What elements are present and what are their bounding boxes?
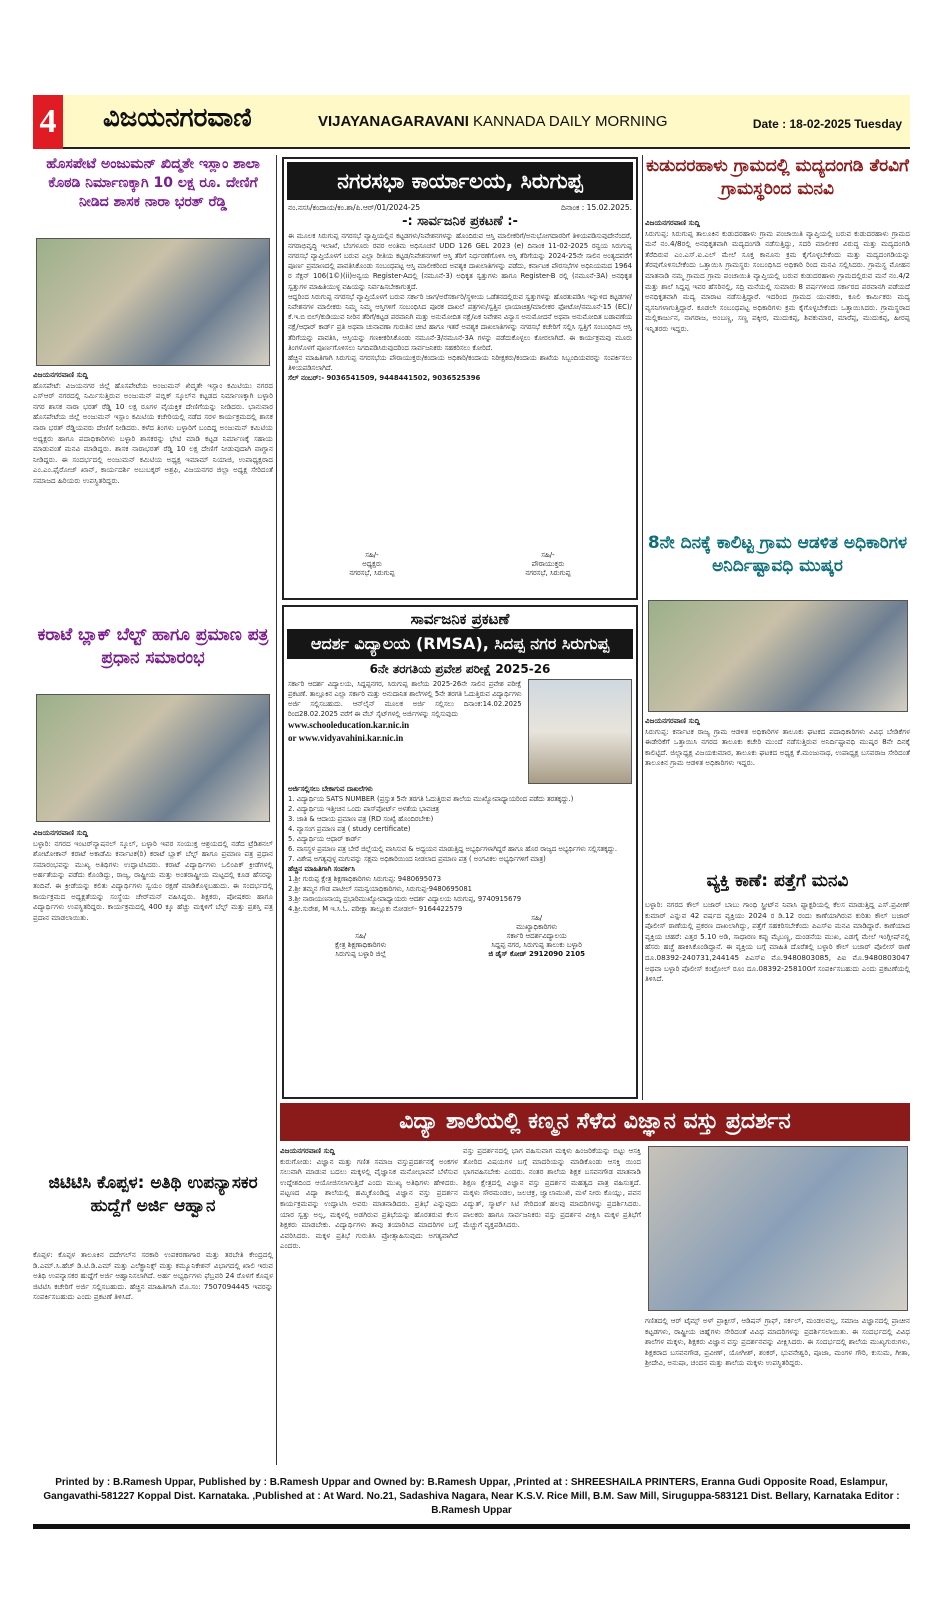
doc-item: 1. ವಿದ್ಯಾರ್ಥಿಯ SATS NUMBER (ಪ್ರಸ್ತುತ 5ನೇ ತರಗತಿ ಓದುತ್ತಿರುವ ಶಾಲೆಯ ಮುಖ್ಯೋಪಾಧ್ಯಾಯರಿಂದ ಪಡೆದು ತರತಕ್ಕದ್ದು.): [288, 795, 574, 804]
article-science-col2: ವಸ್ತು ಪ್ರದರ್ಶನದಲ್ಲಿ ಭಾಗ ವಹಿಸುವಾಗ ಮಕ್ಕಳು ಹಿಂಜರಿಕೆಯನ್ನು ಬಿಟ್ಟು ಆಸಕ್ತಿ ತೋರಿದ ವಿಷಯಗಳ ಬಗ್ಗೆ ಮಾದರಿಯನ್ನು ಮಾಡಿಕೊಂಡು ಆಸಕ್ತಿ ಯಿಂದ ಭಾಗವಹಿಸಬೇಕು ಎಂದರು. ನಂತರ ಶಾಲೆಯ ಶಿಕ್ಷಕ ಬಸವನಗೌಡ ಮಾತನಾಡಿ ಶಿಕ್ಷಣ ಕ್ಷೇತ್ರದಲ್ಲಿ ವಿಜ್ಞಾನ ವಸ್ತು ಪ್ರದರ್ಶನ ಮಹತ್ವದ ಪಾತ್ರ ವಹಿಸುತ್ತದೆ. ಮಕ್ಕಳು ಸೌರಮಂಡಲ, ಜಲಚಕ್ರ, ಜ್ವಾಲಾಮುಖಿ, ಮಳೆ ನೀರು ಕೊಯ್ಲು, ಪವನ ವಿದ್ಯುತ್, ಸ್ಮಾರ್ಟ್ ಸಿಟಿ ಸೇರಿದಂತೆ ಹಲವು ಮಾದರಿಗಳನ್ನು ಪ್ರದರ್ಶಿಸಿದರು. ಪಾಲಕರು ಹಾಗೂ ಸಾರ್ವಜನಿಕರು ವಸ್ತು ಪ್ರದರ್ಶನ ವೀಕ್ಷಿಸಿ ಮಕ್ಕಳ ಪ್ರತಿಭೆಗೆ ಮೆಚ್ಚುಗೆ ವ್ಯಕ್ತಪಡಿಸಿದರು.: [463, 1146, 641, 1230]
article-science-col3: ಗಣಿತದಲ್ಲಿ ಆರ್ ಟೈಮ್ಸ್ ಅಳ್ ಪ್ರಾಕ್ಟೀಸ್, ಆಡಿಷನ್ ಗ್ರಾಫ್, ಸರ್ಕಲ್, ಮಂಡಲವಲ್ಲ, ಸಮಾಜ ವಿಜ್ಞಾನದಲ್ಲಿ ಪ್ರಾಚೀನ ಕಟ್ಟಡಗಳು, ರಾಷ್ಟ್ರೀಯ ಚಿಹ್ನೆಗಳು ಸೇರಿದಂತೆ ವಿವಿಧ ಮಾದರಿಗಳನ್ನು ಪ್ರದರ್ಶಿಸಲಾಯಿತು. ಈ ಸಂದರ್ಭದಲ್ಲಿ ವಿವಿಧ ಶಾಲೆಗಳ ಮಕ್ಕಳು, ಶಿಕ್ಷಕರು ವಿಜ್ಞಾನ ವಸ್ತು ಪ್ರದರ್ಶನವನ್ನು ವೀಕ್ಷಿಸಿದರು. ಈ ಸಂದರ್ಭದಲ್ಲಿ ಶಾಲೆಯ ಮುಖ್ಯಗುರುಗಳು, ಶಿಕ್ಷಕರಾದ ಬಸವನಗೌಡ, ಪ್ರವೀಣ್, ಯೋಗೀಶ್, ಶಂಕರ್, ಭುವನೇಶ್ವರಿ, ಪೂಜಾ, ಮಂಗಳ ಗೌರಿ, ಕುಸುಮ, ಗೀತಾ, ಶ್ರೀದೇವಿ, ಅನುಷಾ, ಚಂದನ ಮತ್ತು ಶಾಲೆಯ ಮಕ್ಕಳು ಉಪಸ್ಥಿತರಿದ್ದರು.: [645, 1316, 910, 1368]
article-liquor-shop: [645, 218, 910, 528]
byline: ವಿಜಯನಗರವಾಣಿ ಸುದ್ದಿ: [33, 828, 88, 837]
headline-liquor-shop: ಕುಡುದರಹಾಳು ಗ್ರಾಮದಲ್ಲಿ ಮದ್ಯದಂಗಡಿ ತೆರವಿಗೆ ಗ್ರಾಮಸ್ಥರಿಂದ ಮನವಿ: [646, 156, 909, 199]
doc-item: 6. ವಾಸಸ್ಥಳ ಪ್ರಮಾಣ ಪತ್ರ ಬೇರೆ ಜಿಲ್ಲೆಯಲ್ಲಿ ವಾಸಿಸುವ & ಅಧ್ಯಯನ ಮಾಡುತ್ತಿದ್ದ ಅಭ್ಯರ್ಥಿಗಳಾಗಿದ್ದರೆ ಹಾಗೂ ಹೊರ ರಾಜ್ಯದ ಅಭ್ಯರ್ಥಿಗಳು ಸಲ್ಲಿಸತಕ್ಕದ್ದು.: [288, 845, 618, 854]
masthead: [33, 95, 910, 149]
article-anjuman-donation: [33, 370, 273, 620]
sign: ಸಿರುಗುಪ್ಪ ಬಳ್ಳಾರಿ ಜಿಲ್ಲೆ: [335, 950, 386, 959]
byline: ವಿಜಯನಗರವಾಣಿ ಸುದ್ದಿ: [645, 218, 700, 227]
doc-item: 5. ವಿದ್ಯಾರ್ಥಿಯ ಆಧಾರ್ ಕಾರ್ಡ್: [288, 835, 361, 844]
article-body: ಹೊಸಪೇಟೆ: ವಿಜಯನಗರ ಜಿಲ್ಲೆ ಹೊಸಪೇಟೆಯ ಅಂಜುಮನ್ ಖಿದ್ಮತೇ ಇಸ್ಲಾಂ ಕಮಿಟಿಯು ನಗರದ ಎಸ್‌ಆರ್ ನಗರದಲ್ಲಿ ನಿರ್ಮಿಸುತ್ತಿರುವ ಅಂಜುಮನ್ ಪಬ್ಲಿಕ್ ಸ್ಕೂಲ್‌ನ ಕಟ್ಟಡದ ನಿರ್ಮಾಣಕ್ಕಾಗಿ ಬಳ್ಳಾರಿ ನಗರ ಶಾಸಕ ನಾರಾ ಭರತ್ ರೆಡ್ಡಿ 10 ಲಕ್ಷ ರೂಗಳ ವೈಯಕ್ತಿಕ ದೇಣಿಗೆಯನ್ನು ನೀಡಿದರು. ಭಾನುವಾರ ಹೊಸಪೇಟೆಯ ಜಿಲ್ಲೆ ಅಂಜುಮನ್ ಇಸ್ಲಾಂ ಕಮಿಟಿಯ ಕಚೇರಿಯಲ್ಲಿ ನಡೆದ ಸರಳ ಕಾರ್ಯಕ್ರಮದಲ್ಲಿ ಶಾಸಕ ನಾರಾ ಭರತ್ ರೆಡ್ಡಿಯವರು ದೇಣಿಗೆ ನೀಡಿದರು. ಕಳೆದ ತಿಂಗಳು ಬಳ್ಳಾರಿಗೆ ಬಂದಿದ್ದ ಅಂಜುಮನ್ ಕಮಿಟಿಯ ಅಧ್ಯಕ್ಷರು ಹಾಗೂ ಪದಾಧಿಕಾರಿಗಳು ಬಳ್ಳಾರಿ ಶಾಸಕರನ್ನು ಭೇಟಿ ಮಾಡಿ ಕಟ್ಟಡ ನಿರ್ಮಾಣಕ್ಕೆ ಸಹಾಯ ಮಾಡುವಂತೆ ಮನವಿ ಮಾಡಿದ್ದರು. ಶಾಸಕ ನಾರಾಭರತ್ ರೆಡ್ಡಿ 10 ಲಕ್ಷ ದೇಣಿಗೆ ನೀಡುವುದಾಗಿ ವಾಗ್ದಾನ ನೀಡಿದ್ದರು. ಈ ಸಂದರ್ಭದಲ್ಲಿ ಅಂಜುಮನ್ ಕಮಿಟಿಯ ಅಧ್ಯಕ್ಷ ಇಮಾಮ್ ನಿಯಾಜಿ, ಉಪಾಧ್ಯಕ್ಷರಾದ ಎಂ.ಎಂ.ಫೈರೋಜ್ ಖಾನ್, ಕಾರ್ಯದರ್ಶಿ ಅಬುಬಕ್ಕರ್ ಅಶ್ರಫಿ, ವಿಜಯನಗರ ಜಿಲ್ಲಾ ಅಧ್ಯಕ್ಷ ಸೇರಿದಂತೆ ಸಮಾಜದ ಹಿರಿಯರು ಉಪಸ್ಥಿತರಿದ್ದರು.: [33, 380, 273, 485]
notice-rmsa: [282, 605, 638, 1099]
contact-item: 4.ಶ್ರೀ.ಸುರೇಶ, M ಇ.ಸಿ.ಓ. ಪರೀಕ್ಷಾ ತಾಲ್ಲೂಕು ನೋಡಲ್- 9164422579: [288, 905, 463, 914]
contact-item: 1.ಶ್ರೀ ಗುರುಪ್ಪ ಕ್ಷೇತ್ರ ಶಿಕ್ಷಣಾಧಿಕಾರಿಗಳು ಸಿರುಗುಪ್ಪ: 9480695073: [288, 875, 442, 884]
notice-signatures: [284, 551, 636, 578]
sign: ಮುಖ್ಯಾಧಿಕಾರಿಗಳು: [516, 923, 558, 932]
doc-item: 4. ವ್ಯಾಸಂಗ ಪ್ರಮಾಣ ಪತ್ರ ( study certificate): [288, 825, 411, 834]
paper-title-english: [318, 113, 668, 130]
page-number: 4: [33, 95, 63, 149]
photo-science-exhibition: [648, 1146, 908, 1311]
sign: ಪೌರಾಯುಕ್ತರು: [531, 559, 565, 568]
contact-item: 2.ಶ್ರೀ ತಮ್ಮನ ಗೌಡ ಪಾಟೀಲ್ ಸಮನ್ವಯಾಧಿಕಾರಿಗಳು, ಸಿರುಗುಪ್ಪ-9480695081: [288, 885, 472, 894]
sign: ಸಹಿ/: [355, 932, 367, 941]
article-science-col1: [280, 1146, 458, 1461]
byline: ವಿಜಯನಗರವಾಣಿ ಸುದ್ದಿ: [280, 1146, 335, 1155]
notice-title: ನಗರಸಭಾ ಕಾರ್ಯಾಲಯ, ಸಿರುಗುಪ್ಪ: [287, 162, 633, 200]
doc-item: 2. ವಿದ್ಯಾರ್ಥಿಯ ಇತ್ತೀಚಿನ ಒಂದು ಪಾಸ್‌ಪೋರ್ಟ್ ಅಳತೆಯ ಭಾವಚಿತ್ರ: [288, 805, 440, 814]
notice-date: ದಿನಾಂಕ : 15.02.2025.: [561, 203, 632, 212]
notice-intro: ಸರ್ಕಾರಿ ಆದರ್ಶ ವಿದ್ಯಾಲಯ, ಸಿದ್ದಪ್ಪನಗರ, ಸಿರುಗುಪ್ಪ ಶಾಲೆಯ 2025-26ನೇ ಸಾಲಿನ ಪ್ರವೇಶ ಪರೀಕ್ಷೆ ಪ್ರಕಟಣೆ. ತಾಲ್ಲೂಕಿನ ಎಲ್ಲಾ ಸರ್ಕಾರಿ ಮತ್ತು ಅನುದಾನಿತ ಶಾಲೆಗಳಲ್ಲಿ 5ನೇ ತರಗತಿ ಓದುತ್ತಿರುವ ವಿದ್ಯಾರ್ಥಿಗಳು ಅರ್ಜಿ ಸಲ್ಲಿಸಬಹುದು. ಆನ್‌ಲೈನ್ ಮೂಲಕ ಅರ್ಜಿ ಸಲ್ಲಿಸಲು ದಿನಾಂಕ:14.02.2025 ರಿಂದ28.02.2025 ವರೆಗೆ ಈ ವೆಬ್ ಸೈಟ್‌ಗಳಲ್ಲಿ ಅರ್ಜಿಗಳನ್ನು ಸಲ್ಲಿಸುವುದು: [288, 680, 522, 719]
notice-signatures: [284, 914, 636, 959]
notice-ref: ನಂ.ನಸಸಿ/ಕಂದಾಯ/ಕಂ.ಶಾ/ಪಿ.ಆರ್/01/2024-25: [288, 203, 421, 212]
notice-para: ಹೆಚ್ಚಿನ ಮಾಹಿತಿಗಾಗಿ ಸಿರುಗುಪ್ಪ ನಗರಸಭೆಯ ಪೌರಾಯುಕ್ತರು/ಕಂದಾಯ ಅಧಿಕಾರಿ/ಕಂದಾಯ ನಿರೀಕ್ಷಕರು/ಕಂದಾಯ ಶಾಖೆಯ ಸಿಬ್ಬಂದಿಯವರನ್ನು ಸಂಪರ್ಕಿಸಲು ತಿಳಿಯಪಡಿಸಲಾಗಿದೆ.: [288, 353, 632, 373]
contact-title: ಹೆಚ್ಚಿನ ಮಾಹಿತಿಗಾಗಿ ಸಂಪರ್ಕಿಸಿ: [288, 865, 355, 874]
headline-science-exhibition: ವಿದ್ಯಾ ಶಾಲೆಯಲ್ಲಿ ಕಣ್ಮನ ಸೆಳೆದ ವಿಜ್ಞಾನ ವಸ್ತು ಪ್ರದರ್ಶನ: [280, 1103, 910, 1141]
notice-nagarasabha: [282, 157, 638, 600]
photo-karate-ceremony: [36, 694, 270, 822]
notice-kicker: ಸಾರ್ವಜನಿಕ ಪ್ರಕಟಣೆ: [410, 610, 510, 628]
sign: ಕ್ಷೇತ್ರ ಶಿಕ್ಷಣಾಧಿಕಾರಿಗಳು: [335, 941, 387, 950]
sign: ಸಹಿ/: [531, 914, 543, 923]
doc-item: 3. ಜಾತಿ & ಆದಾಯ ಪ್ರಮಾಣ ಪತ್ರ (RD ಸಂಖ್ಯೆ ಹೊಂದಿರಬೇಕು): [288, 815, 434, 824]
column-divider: [642, 155, 643, 1100]
article-body: ಸಿರುಗುಪ್ಪ: ಸಿರುಗುಪ್ಪ ತಾಲೂಕಿನ ಕುಡುದರಹಾಳು ಗ್ರಾಮ ಪಂಚಾಯಿತಿ ವ್ಯಾಪ್ತಿಯಲ್ಲಿ ಬರುವ ಕುಡುದರಹಾಳು ಗ್ರಾಮದ ಮನೆ ನಂ.4/8ರಲ್ಲಿ ಅನಧಿಕೃತವಾಗಿ ಮದ್ಯದಂಗಡಿ ನಡೆಸುತ್ತಿದ್ದು, ಸದರಿ ಮಾಲೀಕರ ವಿರುದ್ಧ ಮತ್ತು ಮದ್ಯದಂಗಡಿ ತೆರೆದಿರುವ ಎಂ.ಎಸ್.ಐ.ಎಲ್ ಮೇಲೆ ಸೂಕ್ತ ಕಾನೂನು ಕ್ರಮ ಕೈಗೊಳ್ಳಬೇಕೆಂದು ಮತ್ತು ಮದ್ಯದಂಗಡಿಯನ್ನು ತೆರವುಗೊಳಿಸಬೇಕೆಂದು ಒತ್ತಾಯಿಸಿ ಗ್ರಾಮಸ್ಥರು ಸಂಬಂಧಿಸಿದ ಅಧಿಕಾರಿ ರಿಂದ ಮನವಿ ಸಲ್ಲಿಸಿದರು. ಗ್ರಾಮಸ್ಥ ಮೋಹನ ಮಾತನಾಡಿ ನಮ್ಮ ಗ್ರಾಮದ ಗ್ರಾಮ ಪಂಚಾಯಿತಿ ವ್ಯಾಪ್ತಿಯಲ್ಲಿ ಬರುವ ಕುಡುದರಹಾಳು ಗ್ರಾಮದಲ್ಲಿರುವ ಮನೆ ನಂ.4/2 ಮತ್ತು ಶಾಲೆ ಸಿದ್ದಪ್ಪ ಇವರ ಹೆಸರಿನಲ್ಲಿ, ಸದ್ರಿ ಮನೆಯಲ್ಲಿ ಸುಮಾರು 8 ವರ್ಷಗಳಿಂದ ಸರ್ಕಾರದ ಪರವಾನಗಿ ಪಡೆಯದೆ ಅನಧಿಕೃತವಾಗಿ ಮದ್ಯ ಮಾರಾಟ ನಡೆಸುತ್ತಿದ್ದಾರೆ. ಇದರಿಂದ ಗ್ರಾಮದ ಯುವಕರು, ಕೂಲಿ ಕಾರ್ಮಿಕರು ಮದ್ಯ ವ್ಯಸನಿಗಳಾಗುತ್ತಿದ್ದಾರೆ. ಕೂಡಲೇ ಸಂಬಂಧಪಟ್ಟ ಅಧಿಕಾರಿಗಳು ಕ್ರಮ ಕೈಗೊಳ್ಳಬೇಕೆಂದು ಒತ್ತಾಯಿಸಿದರು. ಗ್ರಾಮಸ್ಥರಾದ ಮಲ್ಲಿಕಾರ್ಜುನ, ನಾಗರಾಜ, ಅಂಬಣ್ಣ, ಸಣ್ಣ ಪಕ್ಕೀರ, ಮುದುಕಪ್ಪ, ಶಿವಕುಮಾರ, ಮಾರೆಪ್ಪ, ಮುದುಕಪ್ಪ, ಹೀರಪ್ಪ ಇನ್ನಿತರರು ಇದ್ದರು.: [645, 228, 910, 333]
paper-tagline: KANNADA DAILY MORNING: [468, 113, 668, 130]
contact-item: 3.ಶ್ರೀ ನಾರಾಯಣನಾಯ್ಕ ಪ್ರಭಾರಿಮುಖ್ಯೋಪಾಧ್ಯಾಯರು ಆದರ್ಶ ವಿದ್ಯಾಲಯ ಸಿರುಗುಪ್ಪ, 9740915679: [288, 895, 522, 904]
headline-strike: 8ನೇ ದಿನಕ್ಕೆ ಕಾಲಿಟ್ಟ ಗ್ರಾಮ ಆಡಳಿತ ಅಧಿಕಾರಿಗಳ ಅನಿರ್ದಿಷ್ಟಾವಧಿ ಮುಷ್ಕರ: [647, 533, 908, 576]
website-link[interactable]: www.schooleducation.kar.nic.in: [288, 720, 410, 731]
notice-subtitle: 6ನೇ ತರಗತಿಯ ಪ್ರವೇಶ ಪರೀಕ್ಷೆ 2025-26: [369, 662, 551, 677]
sign: ನಗರಸಭೆ, ಸಿರುಗುಪ್ಪ: [349, 568, 395, 577]
notice-para: ಈ ಮೂಲಕ ಸಿರುಗುಪ್ಪ ನಗರಸಭೆ ವ್ಯಾಪ್ತಿಯಲ್ಲಿನ ಕಟ್ಟಡಗಳು/ನಿವೇಶನಗಳನ್ನು ಹೊಂದಿರುವ ಆಸ್ತಿ ಮಾಲೀಕರಿಗೆ/ಅನುಭೋಗದಾರರಿಗೆ ತಿಳಿಯಪಡಿಸುವುದೇನೆಂದರೆ, ನಗರಾಭಿವೃದ್ಧಿ ಇಲಾಖೆ, ಬೆಂಗಳೂರು ರವರ ಅಂತಿಮ ಅಧಿಸೂಚನೆ UDD 126 GEL 2023 (e) ದಿನಾಂಕ 11-02-2025 ರನ್ವಯ ಸಿರುಗುಪ್ಪ ನಗರಸಭೆ ವ್ಯಾಪ್ತಿಯೊಳಗೆ ಬರುವ ಎಲ್ಲಾ ರೀತಿಯ ಕಟ್ಟಡ/ನಿವೇಶನಗಳಿಗೆ ಆಸ್ತಿ ತೆರಿಗೆ ನಿರ್ಧರಣೆಗೊಳಿಸಿ ಆಸ್ತಿ ತೆರಿಗೆಯನ್ನು 2024-25ನೇ ಸಾಲಿನ ಅಂತ್ಯದವರೆಗೆ ಪೂರ್ಣ ಪ್ರಮಾಣದಲ್ಲಿ ಪಾವತಿಸಿಕೊಂಡು ಸಂಬಂಧಪಟ್ಟ ಆಸ್ತಿ ಮಾಲೀಕರಿಂದ ಅವಶ್ಯಕ ದಾಖಲಾತಿಗಳನ್ನು ಪಡೆದು, ಕರ್ನಾಟಕ ಪೌರಸಭೆಗಳ ಅಧಿನಿಯಮದ 1964 ರ ಸೆಕ್ಷನ್ 106(1©)(ii)ಅನ್ವಯ Register-Aದಲ್ಲಿ (ನಮೂನೆ-3) ಅಧಿಕೃತ ಸ್ವತ್ತುಗಳು ಹಾಗೂ Register-B ರಲ್ಲಿ (ನಮೂನೆ-3A) ಅನಧಿಕೃತ ಸ್ವತ್ತುಗಳ ಮಾಹಿತಿಯುಳ್ಳ ವಹಿಯನ್ನು ನಿರ್ವಹಿಸಬೇಕಾಗುತ್ತದೆ.: [288, 231, 632, 291]
notice-ref-row: [284, 203, 636, 213]
article-body: ಸಿರುಗುಪ್ಪ: ಕರ್ನಾಟಕ ರಾಜ್ಯ ಗ್ರಾಮ ಆಡಳಿತ ಅಧಿಕಾರಿಗಳ ತಾಲೂಕು ಘಟಕದ ಪದಾಧಿಕಾರಿಗಳು ವಿವಿಧ ಬೇಡಿಕೆಗಳ ಈಡೇರಿಕೆಗೆ ಒತ್ತಾಯಿಸಿ ನಗರದ ತಾಲೂಕು ಕಚೇರಿ ಮುಂದೆ ನಡೆಸುತ್ತಿರುವ ಅನಿರ್ದಿಷ್ಟಾವಧಿ ಮುಷ್ಕರ 8ನೇ ದಿನಕ್ಕೆ ಕಾಲಿಟ್ಟಿದೆ. ಜಿಲ್ಲಾಧ್ಯಕ್ಷ ವಿಜಯಕುಮಾರ, ತಾಲೂಕು ಘಟಕದ ಅಧ್ಯಕ್ಷ ಕೆ.ಮಂಜುನಾಥ, ಉಪಾಧ್ಯಕ್ಷ ಬಸವರಾಜ ಸೇರಿದಂತೆ ತಾಲೂಕಿನ ಗ್ರಾಮ ಆಡಳಿತ ಅಧಿಕಾರಿಗಳು ಇದ್ದರು.: [645, 726, 910, 768]
byline: ವಿಜಯನಗರವಾಣಿ ಸುದ್ದಿ: [645, 716, 700, 725]
footer-rule: [33, 1524, 910, 1529]
sign: ಸರ್ಕಾರಿ ಆದರ್ಶವಿದ್ಯಾಲಯ: [506, 932, 567, 941]
column-divider: [276, 155, 277, 1465]
notice-phones: ಸೆಲ್ ನಂಬರ್:- 9036541509, 9448441502, 9036525396: [288, 374, 481, 383]
article-gttc: ಕೊಪ್ಪಳ: ಕೊಪ್ಪಳ ತಾಲೂಕಿನ ದದೇಗಲ್‌ನ ಸರಕಾರಿ ಉಪಕರಣಾಗಾರ ಮತ್ತು ತರಬೇತಿ ಕೇಂದ್ರದಲ್ಲಿ ಡಿ.ಎಮ್.ಸಿ.ಹೆಚ್ ಡಿ.ಟಿ.ಡಿ.ಎಮ್ ಮತ್ತು ಎಲೆಕ್ಟ್ರಾನಿಕ್ಸ್ ಮತ್ತು ಕಮ್ಯೂನಿಕೇಶನ್ ವಿಭಾಗದಲ್ಲಿ ಖಾಲಿ ಇರುವ ಅತಿಥಿ ಉಪನ್ಯಾಸಕರ ಹುದ್ದೆಗೆ ಅರ್ಜಿ ಆಹ್ವಾನಿಸಲಾಗಿದೆ. ಅರ್ಹ ಅಭ್ಯರ್ಥಿಗಳು ಫೆಬ್ರವರಿ 24 ರೊಳಗೆ ಕೊಪ್ಪಳ ಜಿಟಿಟಿಸಿ ಕಚೇರಿಗೆ ಅರ್ಜಿ ಸಲ್ಲಿಸಬಹುದು. ಹೆಚ್ಚಿನ ಮಾಹಿತಿಗಾಗಿ ಮೊ.ಸಂ: 7507094445 ಇವರನ್ನು ಸಂಪರ್ಕಿಸಬಹುದು ಎಂದು ಪ್ರಕಟಣೆ ತಿಳಿಸಿದೆ.: [33, 1250, 273, 1302]
article-missing-person: ಬಳ್ಳಾರಿ: ನಗರದ ಕೌಲ್ ಬಜಾರ್ ಬಾಬು ಗಾಂಧಿ ಸ್ಟ್ರೀಟ್‌ನ ನಿವಾಸಿ ಫ್ಯಾಕ್ಟರಿಯಲ್ಲಿ ಕೆಲಸ ಮಾಡುತ್ತಿದ್ದ ಎಸ್.ಪ್ರವೀಣ್ ಕುಮಾರ್ ಎನ್ನುವ 42 ವರ್ಷದ ವ್ಯಕ್ತಿಯು 2024 ರ ಡಿ.12 ರಂದು ಕಾಣೆಯಾಗಿರುವ ಕುರಿತು ಕೌಲ್ ಬಜಾರ್ ಪೊಲೀಸ್ ಠಾಣೆಯಲ್ಲಿ ಪ್ರಕರಣ ದಾಖಲಾಗಿದ್ದು, ಪತ್ತೆಗೆ ಸಹಕರಿಸಬೇಕೆಂದು ಪಿಎಸ್‌ಐ ಮನವಿ ಮಾಡಿದ್ದಾರೆ. ಕಾಣೆಯಾದ ವ್ಯಕ್ತಿಯ ಚಹರೆ: ಎತ್ತರ 5.10 ಅಡಿ, ಸಾಧಾರಣ ಕಪ್ಪು ಮೈಬಣ್ಣ, ದುಂಡನೆಯ ಮುಖ, ಎಡಗೈ ಮೇಲೆ ಇಂಗ್ಲೀಷ್‌ನಲ್ಲಿ ಹೆಸರು ಹಚ್ಚೆ ಹಾಕಿಸಿಕೊಂಡಿದ್ದಾನೆ. ಈ ವ್ಯಕ್ತಿಯ ಬಗ್ಗೆ ಮಾಹಿತಿ ದೊರೆತಲ್ಲಿ ಬಳ್ಳಾರಿ ಕೌಲ್ ಬಜಾರ್ ಪೊಲೀಸ್ ಠಾಣೆ ದೂ.08392-240731,244145 ಪಿಎಸ್‌ಐ ಮೊ.9480803085, ಪಿಐ ಮೊ.9480803047 ಅಥವಾ ಬಳ್ಳಾರಿ ಪೊಲೀಸ್ ಕಂಟ್ರೋಲ್ ರೂಂ ದೂ.08392-258100ಗೆ ಸಂಪರ್ಕಿಸಬಹುದು ಎಂದು ಪ್ರಕಟಣೆಯಲ್ಲಿ ತಿಳಿಸಿದೆ.: [645, 900, 910, 984]
doc-item: 7. ವಿಶೇಷ ಅಗತ್ಯವುಳ್ಳ ಮಗುವನ್ನು ಸಕ್ಷಮ ಅಧಿಕಾರಿಯಿಂದ ನೀಡಲಾದ ಪ್ರಮಾಣ ಪತ್ರ ( ಅಂಗವಿಕಲ ಅಭ್ಯರ್ಥಿಗಳಿಗೆ ಮಾತ್ರ): [288, 855, 546, 864]
sign: ಜಿ ಡೈಸ್ ಕೋಡ್ 2912090 2105: [488, 950, 585, 959]
headline-gttc: ಜಿಟಿಟಿಸಿ ಕೊಪ್ಪಳ: ಅತಿಥಿ ಉಪನ್ಯಾಸಕರ ಹುದ್ದೆಗೆ ಅರ್ಜಿ ಆಹ್ವಾನ: [48, 1173, 258, 1216]
photo-school-building: [528, 679, 632, 784]
photo-strike: [648, 600, 908, 712]
sign: ಸಹಿ/-: [541, 550, 555, 559]
website-link[interactable]: or www.vidyavahini.kar.nic.in: [288, 733, 404, 744]
article-karate: [33, 828, 273, 1166]
notice-subtitle: -: ಸಾರ್ವಜನಿಕ ಪ್ರಕಟಣೆ :-: [402, 214, 518, 229]
headline-missing-person: ವ್ಯಕ್ತಿ ಕಾಣೆ: ಪತ್ತೆಗೆ ಮನವಿ: [706, 871, 849, 891]
docs-title: ಅರ್ಜಿಸಲ್ಲಿಸಲು ಬೇಕಾಗುವ ದಾಖಲೆಗಳು: [288, 785, 373, 794]
paper-title-kannada: ವಿಜಯನಗರವಾಣಿ: [103, 103, 252, 133]
article-strike: [645, 716, 910, 866]
imprint-footer: Printed by : B.Ramesh Uppar, Published by : B.Ramesh Uppar and Owned by: B.Ramesh Uppar, ,Printed at : SHREESHAILA PRINTERS, Eranna Gudi Opposite Road, Eslampur, Gangavathi-581227 Koppal Dist. Karnataka. ,Published at : At Ward. No.21, Sadashiva Nagara, Near K.S.V. Rice Mill, B.M. Saw Mill, Siruguppa-583121 Dist. Bellary, Karnataka Editor : B.Ramesh Uppar: [43, 1477, 900, 1516]
byline: ವಿಜಯನಗರವಾಣಿ ಸುದ್ದಿ: [33, 370, 88, 379]
photo-donation-event: [36, 238, 270, 366]
paper-name-en: VIJAYANAGARAVANI: [318, 113, 469, 130]
article-body: ಕುರುಗೋಡು: ವಿಜ್ಞಾನ ಮತ್ತು ಗಣಿತ ಸಮಾಜ ವಸ್ತುಪ್ರದರ್ಶನಕ್ಕೆ ಅಂಕಗಳ ಸಲುವಾಗಿ ಮಾಡುವ ಬದಲು ಮಕ್ಕಳಲ್ಲಿ ವೈಜ್ಞಾನಿಕ ಮನೋಭಾವನೆ ಬೆಳೆಸುವ ಉದ್ದೇಶದಿಂದ ಆಯೋಜಿಸಲಾಗುತ್ತಿದೆ ಎಂದು ಮುಖ್ಯ ಅತಿಥಿಗಳು ಹೇಳಿದರು. ಪಟ್ಟಣದ ವಿದ್ಯಾ ಶಾಲೆಯಲ್ಲಿ ಹಮ್ಮಿಕೊಂಡಿದ್ದ ವಿಜ್ಞಾನ ವಸ್ತು ಪ್ರದರ್ಶನ ಕಾರ್ಯಕ್ರಮವನ್ನು ಉದ್ಘಾಟಿಸಿ ಅವರು ಮಾತನಾಡಿದರು. ಪ್ರತಿಭೆ ಎನ್ನುವುದು ಯಾರ ಸ್ವತ್ತು ಅಲ್ಲ, ಮಕ್ಕಳಲ್ಲಿ ಅಡಗಿರುವ ಪ್ರತಿಭೆಯನ್ನು ಹೊರತರುವ ಕೆಲಸ ಶಿಕ್ಷಕರು ಮಾಡಬೇಕು. ವಿದ್ಯಾರ್ಥಿಗಳು ತಾವು ತಯಾರಿಸಿದ ಮಾದರಿಗಳ ಬಗ್ಗೆ ವಿವರಿಸಿದರು. ಮಕ್ಕಳ ಪ್ರತಿಭೆ ಗುರುತಿಸಿ ಪ್ರೋತ್ಸಾಹಿಸುವುದು ಅಗತ್ಯವಾಗಿದೆ ಎಂದರು.: [280, 1156, 458, 1251]
sign: ಸಹಿ/-: [365, 550, 379, 559]
sign: ಅಧ್ಯಕ್ಷರು: [362, 559, 382, 568]
notice-title: ಆದರ್ಶ ವಿದ್ಯಾಲಯ (RMSA), ಸಿದಪ್ಪ ನಗರ ಸಿರುಗುಪ್ಪ: [287, 629, 633, 659]
sign: ನಗರಸಭೆ, ಸಿರುಗುಪ್ಪ: [525, 568, 571, 577]
sign: ಸಿದ್ದಪ್ಪ ನಗರ, ಸಿರುಗುಪ್ಪ ತಾಲುಕು ಬಳ್ಳಾರಿ: [491, 941, 582, 950]
headline-karate: ಕರಾಟೆ ಬ್ಲಾಕ್ ಬೆಲ್ಟ್ ಹಾಗೂ ಪ್ರಮಾಣ ಪತ್ರ ಪ್ರಧಾನ ಸಮಾರಂಭ: [37, 625, 269, 668]
headline-anjuman-donation: ಹೊಸಪೇಟೆ ಅಂಜುಮನ್ ಖಿದ್ಮತೇ ಇಸ್ಲಾಂ ಶಾಲಾ ಕೊಠಡಿ ನಿರ್ಮಾಣಕ್ಕಾಗಿ 10 ಲಕ್ಷ ರೂ. ದೇಣಿಗೆ ನೀಡಿದ ಶಾಸಕ ನಾರಾ ಭರತ್ ರೆಡ್ಡಿ: [46, 156, 260, 210]
article-body: ಬಳ್ಳಾರಿ: ನಗರದ ಇಂಟರ್‌ನ್ಯಾಷನಲ್ ಸ್ಕೂಲ್, ಬಳ್ಳಾರಿ ಇವರ ಸಂಯುಕ್ತ ಆಶ್ರಯದಲ್ಲಿ ನಡೆದ ಟ್ರೆಡಿಶನಲ್ ಶೋಟೋಕಾನ್ ಕರಾಟೆ ಅಕಾಡೆಮಿ ಕರ್ನಾಟಕ(ರಿ) ಕರಾಟೆ ಬ್ಲಾಕ್ ಬೆಲ್ಟ್ ಹಾಗೂ ಪ್ರಮಾಣ ಪತ್ರ ಪ್ರಧಾನ ಸಮಾರಂಭವನ್ನು ಮುಖ್ಯ ಅತಿಥಿಗಳು ಉದ್ಘಾಟಿಸಿದರು. ಕರಾಟೆ ವಿದ್ಯಾರ್ಥಿಗಳು ಒಲಿಂಪಿಕ್ ಕ್ರೀಡೆಗಳಲ್ಲಿ ಅರ್ಹತೆಯನ್ನು ಪಡೆದು ಕೊಂಡಿದ್ದು, ರಾಜ್ಯ, ರಾಷ್ಟ್ರೀಯ ಮತ್ತು ಅಂತರಾಷ್ಟ್ರೀಯ ಮಟ್ಟದಲ್ಲಿ ಕೂಡ ಹೆಸರನ್ನು ತಂದಿವೆ. ಈ ಕ್ರೀಡೆಯನ್ನು ಕಲಿತು ವಿದ್ಯಾರ್ಥಿಗಳು ಸ್ವಯಂ ರಕ್ಷಣೆ ಮಾಡಿಕೊಳ್ಳಬಹುದು. ಈ ಸಂದರ್ಭದಲ್ಲಿ ಕಾರ್ಯಕ್ರಮದ ಅಧ್ಯಕ್ಷತೆಯನ್ನು ಸಂಸ್ಥೆಯ ಚೇರ್‌ಮನ್ ವಹಿಸಿದ್ದರು. ಶಿಕ್ಷಕರು, ಪೋಷಕರು ಹಾಗೂ ವಿದ್ಯಾರ್ಥಿಗಳು ಉಪಸ್ಥಿತರಿದ್ದರು. ಕಾರ್ಯಕ್ರಮದಲ್ಲಿ 400 ಕ್ಕೂ ಹೆಚ್ಚು ಮಕ್ಕಳಿಗೆ ಬೆಲ್ಟ್ ಮತ್ತು ಪ್ರಶಸ್ತಿ ಪತ್ರ ಪ್ರದಾನ ಮಾಡಲಾಯಿತು.: [33, 838, 273, 922]
issue-date: Date : 18-02-2025 Tuesday: [752, 117, 902, 131]
notice-para: ಆದ್ದರಿಂದ ಸಿರುಗುಪ್ಪ ನಗರಸಭೆ ವ್ಯಾಪ್ತಿಯೊಳಗೆ ಬರುವ ಸರ್ಕಾರಿ ಜಾಗ/ಅರೆಸರ್ಕಾರಿ/ಸ್ಥಳೀಯ ಒಡೆತನದಲ್ಲಿರುವ ಸ್ವತ್ತುಗಳನ್ನು ಹೊರತುಪಡಿಸಿ ಇನ್ನುಳಿದ ಕಟ್ಟಡಗಳ/ನಿವೇಶನಗಳ ಮಾಲೀಕರು ನಿಮ್ಮ ನಿಮ್ಮ ಆಸ್ತಿಗಳಿಗೆ ಸಂಬಂಧಿಸಿದ ಪೂರಕ ದಾಖಲೆ ಪತ್ರಗಳು/ಸ್ವತ್ತಿನ ಛಾಯಾಚಿತ್ರ/ಮಾಲೀಕರ ಫೋಟೋ/ನಮೂನೆ-15 (EC)/ ಕೆ.ಇ.ಬಿ ಬಿಲ್/ಕುಡಿಯುವ ನೀರಿನ ತೆರಿಗೆ/ಕಟ್ಟಡ ಪರವಾನಿಗಿ ಮತ್ತು ಅನುಮೋದಿತ ನಕ್ಷೆ/ಏಕ ನಿವೇಶನ ವಿನ್ಯಾಸ ಅನುಮೋದನೆ ಅಥವಾ ಅನುಮೋದಿತ ಬಡಾವಣೆಯ ನಕ್ಷೆ/ಆಧಾರ್ ಕಾರ್ಡ್ ಪ್ರತಿ ಅಥವಾ ಚುನಾವಣಾ ಗುರುತಿನ ಚೀಟಿ ಹಾಗೂ ಇತರೆ ಅವಶ್ಯಕ ದಾಖಲಾತಿಗಳನ್ನು ನಗರಸಭೆ ಕಚೇರಿಗೆ ಸಲ್ಲಿಸಿ ಸ್ವತ್ತಿಗೆ ಸಂಬಂಧಿಸಿದ ಆಸ್ತಿ ತೆರಿಗೆಯನ್ನು ಪಾವತಿಸಿ, ಆಸ್ತಿಯನ್ನು ಗಣಕೀಕರಿಸಿಕೊಂಡು ನಮೂನೆ-3/ನಮೂನೆ-3A ಗಳನ್ನು ಪಡೆದುಕೊಳ್ಳಲು ಕೋರಲಾಗಿದೆ. ಈ ಕಾರ್ಯಕ್ರಮವು ಮೂರು ತಿಂಗಳೊಳಗೆ ಪೂರ್ಣಗೊಳಿಸಲು ನಿಗದಿಪಡಿಸಿರುವುದರಿಂದ ಸಾರ್ವಜನಿಕರು ಸಹಕರಿಸಲು ಕೋರಿದೆ.: [288, 292, 632, 352]
